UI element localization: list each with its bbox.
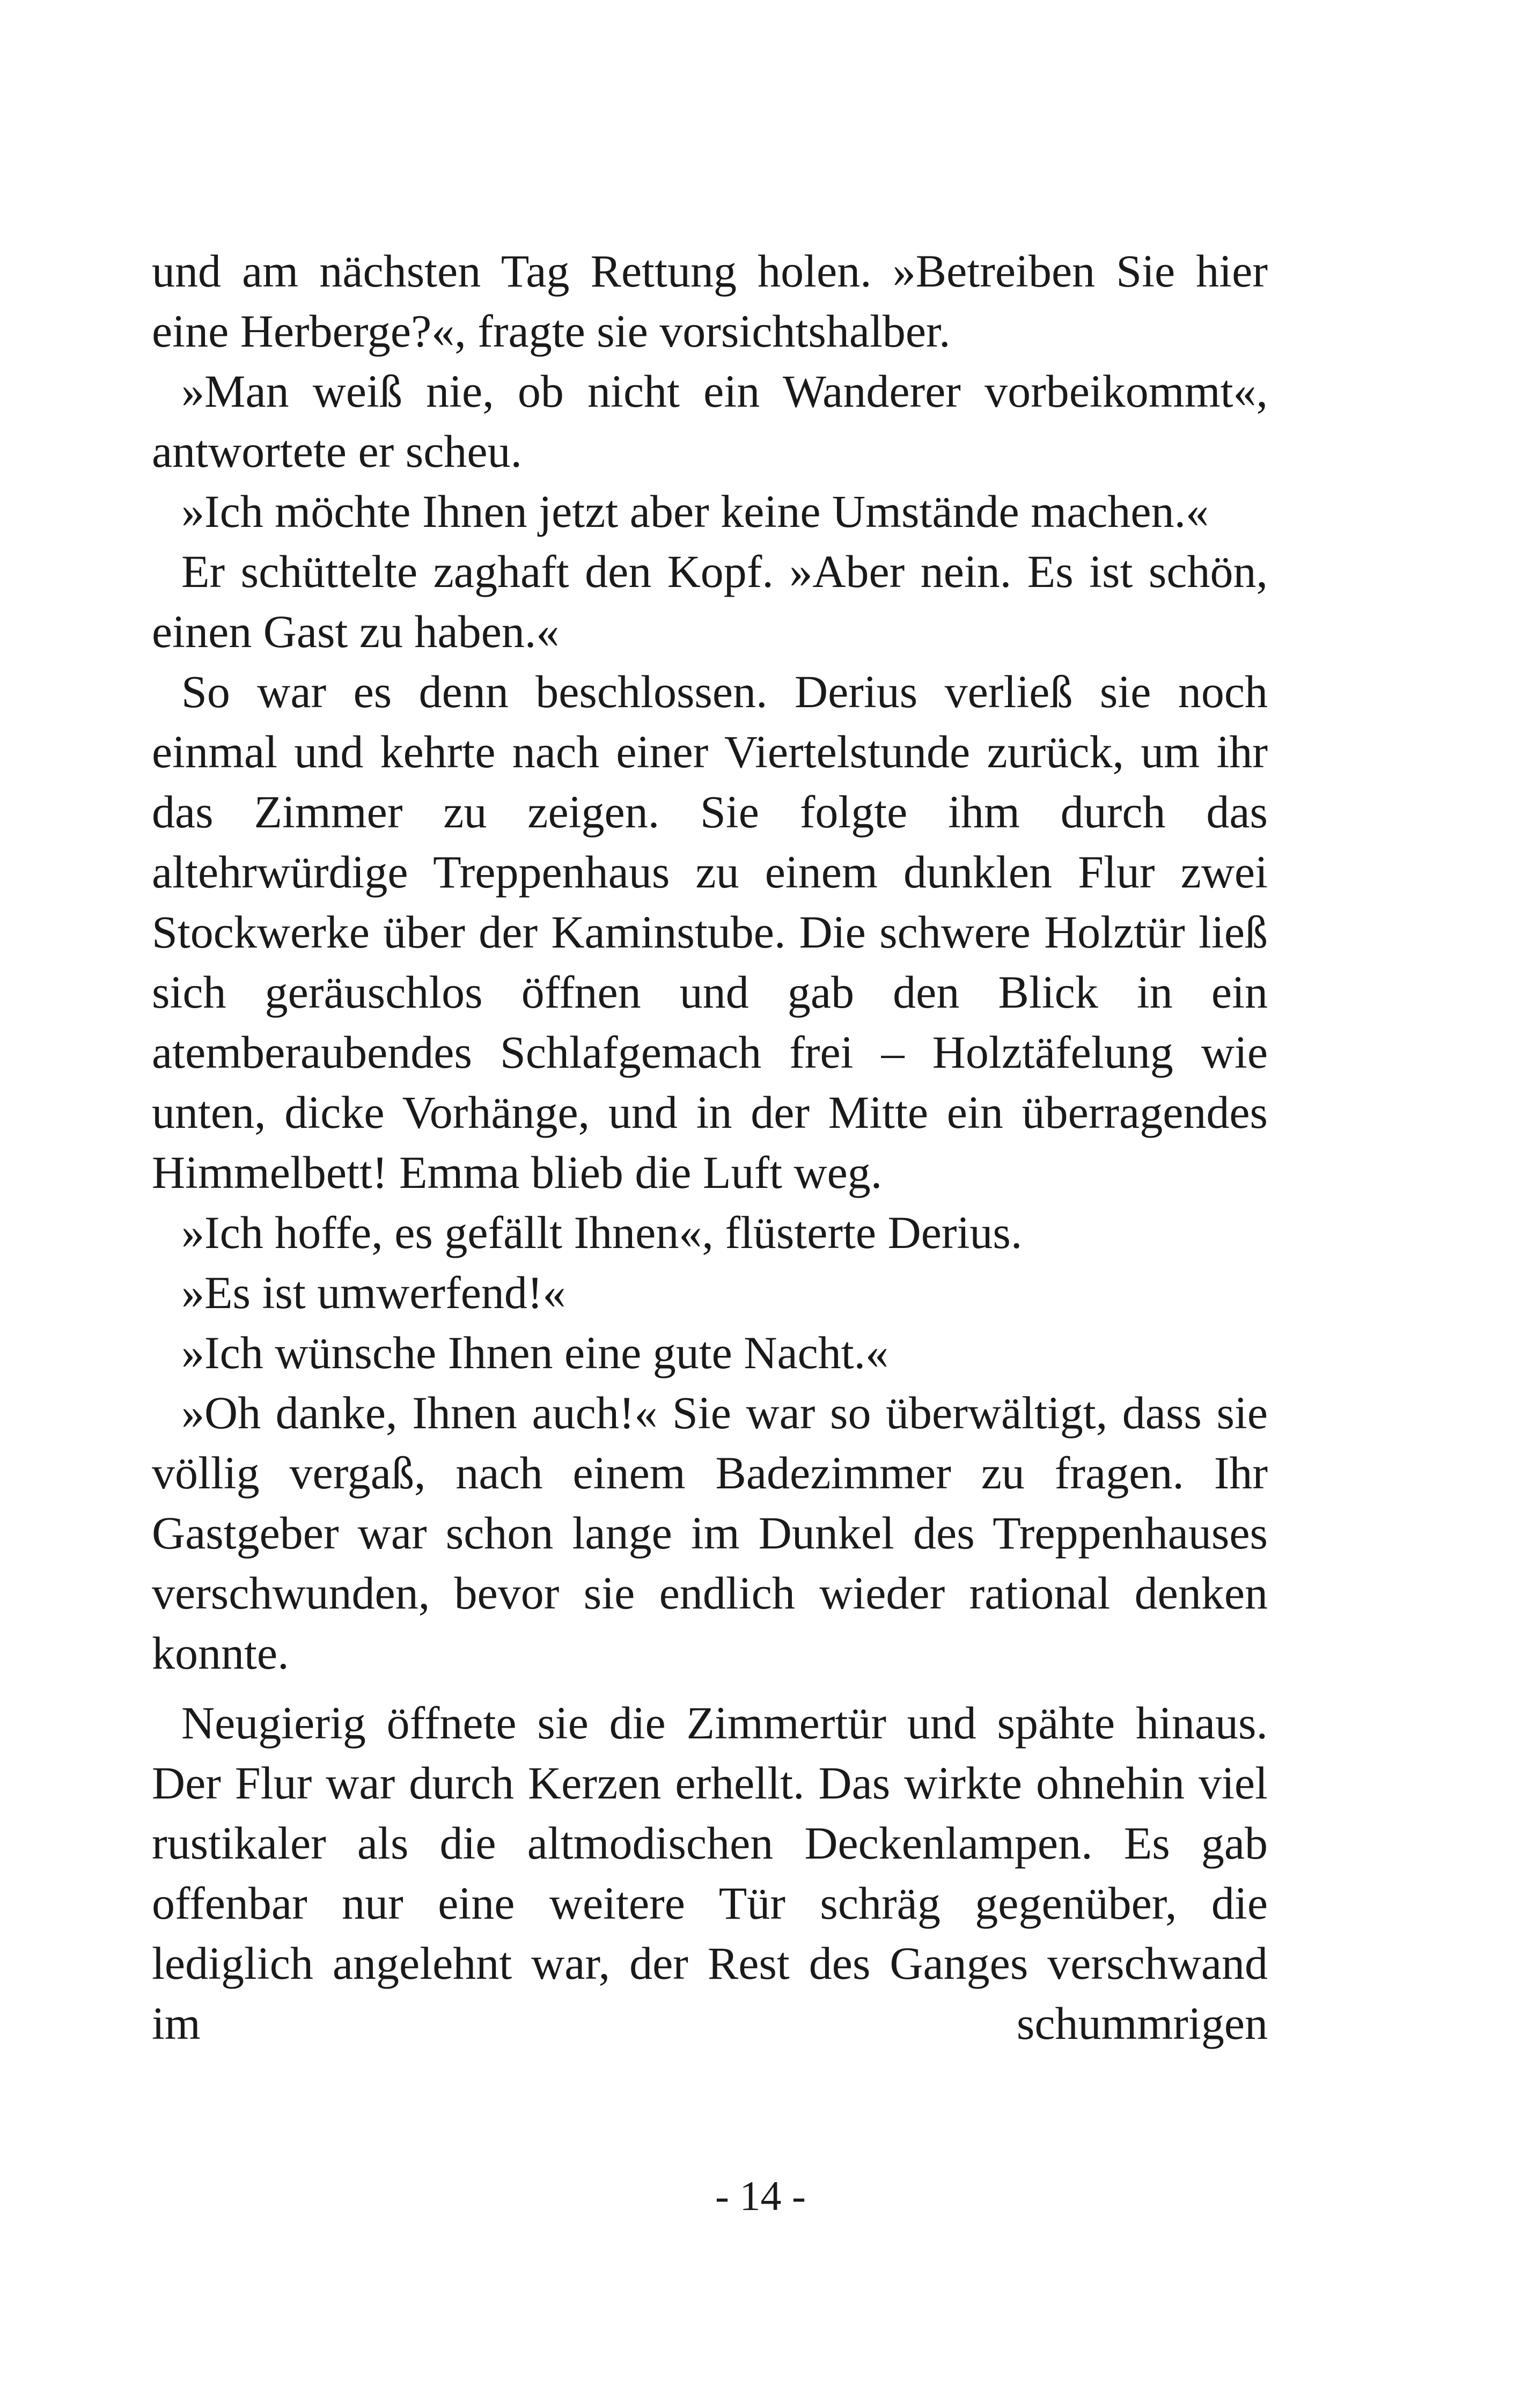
paragraph-dialogue-umwerfend: »Es ist umwerfend!« — [181, 1267, 566, 1318]
paragraph-schlafgemach: So war es denn beschlossen. Derius verließ sie noch einmal und kehrte nach einer Viertelstunde zurück, um ihr das Zimmer zu zeigen. Sie folgte ihm durch das altehrwürdige Treppenhaus zu einem dunklen Flur zwei Stockwerke über der Kaminstube. Die schwere Holztür ließ sich geräuschlos öffnen und gab den Blick in ein atemberaubendes Schlafgemach frei – Holztäfelung wie unten, dicke Vorhänge, und in der Mitte ein überragendes Himmelbett! Emma blieb die Luft weg. — [152, 666, 1268, 1198]
page-number: - 14 - — [715, 2172, 806, 2219]
paragraph-dialogue-gefaellt: »Ich hoffe, es gefällt Ihnen«, flüsterte Derius. — [181, 1207, 1023, 1258]
paragraph-dialogue-gast: Er schüttelte zaghaft den Kopf. »Aber nein. Es ist schön, einen Gast zu haben.« — [152, 546, 1268, 657]
body-text — [152, 241, 1268, 2053]
paragraph-continuation: und am nächsten Tag Rettung holen. »Betreiben Sie hier eine Herberge?«, fragte sie vorsichtshalber. — [152, 245, 1268, 357]
paragraph-dialogue-gute-nacht: »Ich wünsche Ihnen eine gute Nacht.« — [181, 1327, 889, 1378]
paragraph-dialogue-wanderer: »Man weiß nie, ob nicht ein Wanderer vorbeikommt«, antwortete er scheu. — [152, 365, 1268, 477]
paragraph-dialogue-umstaende: »Ich möchte Ihnen jetzt aber keine Umstände machen.« — [181, 486, 1209, 537]
paragraph-neugierig: Neugierig öffnete sie die Zimmertür und spähte hinaus. Der Flur war durch Kerzen erhellt. Das wirkte ohnehin viel rustikaler als die altmodischen Deckenlampen. Es gab offenbar nur eine weitere Tür schräg gegenüber, die lediglich angelehnt war, der Rest des Ganges verschwand im schummrigen — [152, 1697, 1268, 2049]
paragraph-ueberwaeltigt: »Oh danke, Ihnen auch!« Sie war so überwältigt, dass sie völlig vergaß, nach einem Badezimmer zu fragen. Ihr Gastgeber war schon lange im Dunkel des Treppenhauses verschwunden, bevor sie endlich wieder rational denken konnte. — [152, 1387, 1268, 1679]
